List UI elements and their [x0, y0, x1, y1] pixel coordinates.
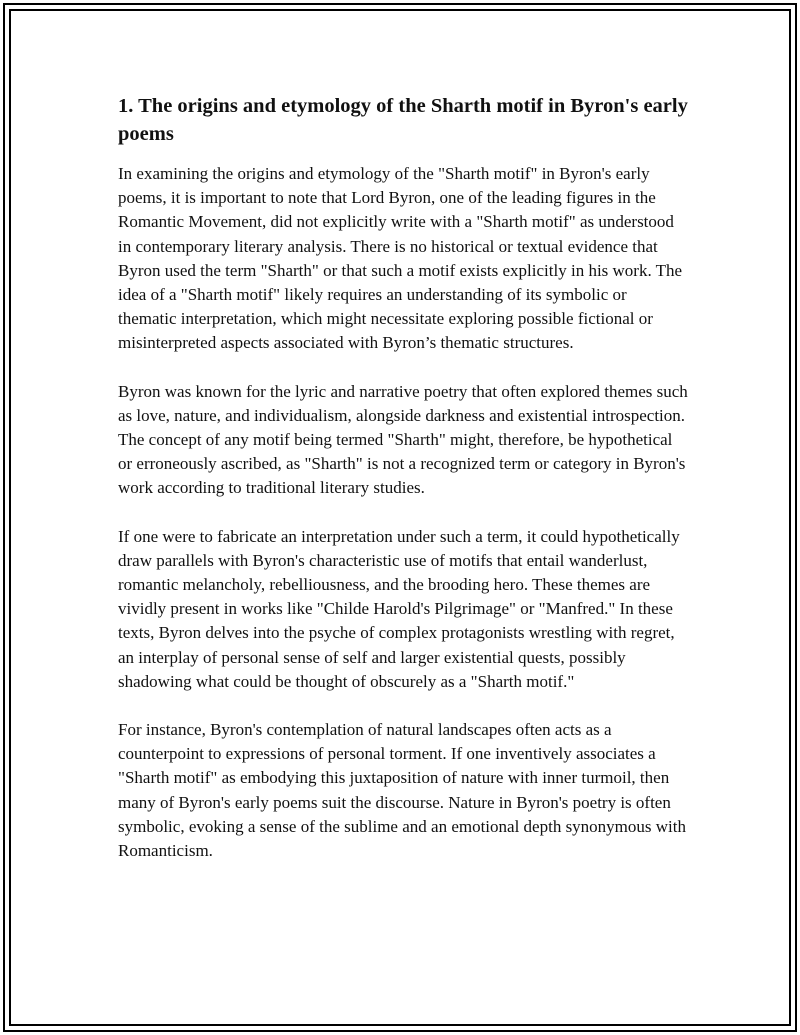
paragraph-2: Byron was known for the lyric and narrative poetry that often explored themes such as love, nature, and individualism, alongside darkness and existential introspection. The concept of any motif being termed "Sharth" might, therefore, be hypothetical or erroneously ascribed, as "Sharth" is not a recognized term or category in Byron's work according to traditional literary studies.: [118, 381, 688, 498]
paragraph-1: In examining the origins and etymology of the "Sharth motif" in Byron's early poems, it is important to note that Lord Byron, one of the leading figures in the Romantic Movement, did not explicitly write with a "Sharth motif" as understood in contemporary literary analysis. There is no historical or textual evidence that Byron used the term "Sharth" or that such a motif exists explicitly in his work. The idea of a "Sharth motif" likely requires an understanding of its symbolic or thematic interpretation, which might necessitate exploring possible fictional or misinterpreted aspects associated with Byron’s thematic structures.: [118, 164, 683, 353]
paragraph-3: If one were to fabricate an interpretation under such a term, it could hypothetically draw parallels with Byron's characteristic use of motifs that entail wanderlust, romantic melancholy, rebelliousness, and the brooding hero. These themes are vividly present in works like "Childe Harold's Pilgrimage" or "Manfred." In these texts, Byron delves into the psyche of complex protagonists wrestling with regret, an interplay of personal sense of self and larger existential quests, possibly shadowing what could be thought of obscurely as a "Sharth motif.": [118, 526, 680, 691]
paragraph-4: For instance, Byron's contemplation of natural landscapes often acts as a counterpoint to expressions of personal torment. If one inventively associates a "Sharth motif" as embodying this juxtaposition of nature with inner turmoil, then many of Byron's early poems suit the discourse. Nature in Byron's poetry is often symbolic, evoking a sense of the sublime and an emotional depth synonymous with Romanticism.: [118, 720, 686, 861]
section-title: 1. The origins and etymology of the Sharth motif in Byron's early poems: [118, 95, 688, 145]
document-body: [118, 92, 688, 887]
